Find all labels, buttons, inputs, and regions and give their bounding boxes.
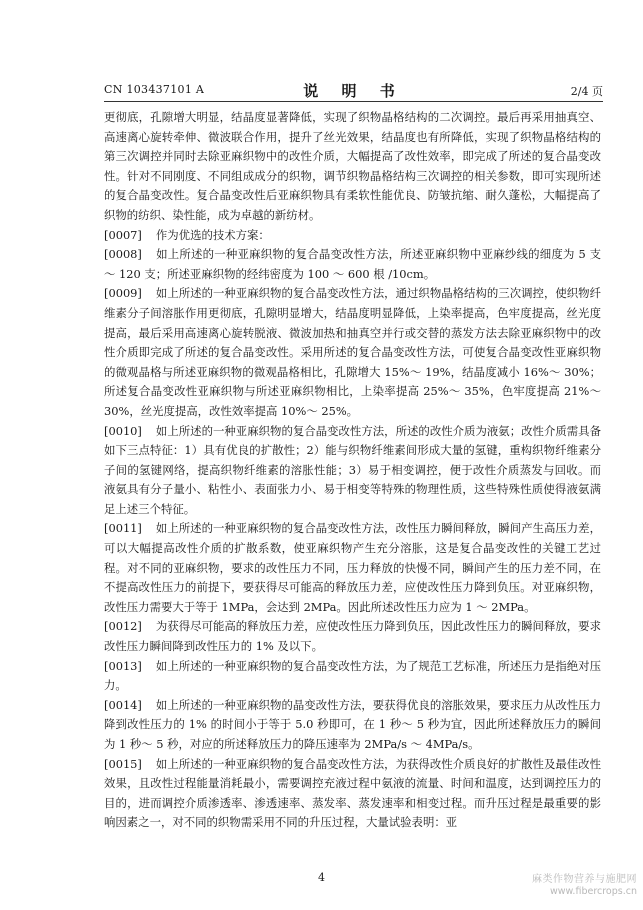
paragraph-number: [0008] bbox=[104, 247, 142, 262]
paragraph-number: [0010] bbox=[104, 423, 142, 438]
paragraph-text: 为获得尽可能高的释放压力差，应使改性压力降到负压，因此改性压力的瞬间释放，要求改性压力瞬间降到改性压力的 1% 及以下。 bbox=[104, 619, 601, 654]
paragraph-0008 bbox=[104, 245, 601, 284]
paragraph-number: [0014] bbox=[104, 697, 142, 712]
document-title: 说 明 书 bbox=[303, 82, 404, 100]
paragraph-0013 bbox=[104, 657, 601, 696]
paragraph-number: [0007] bbox=[104, 227, 142, 242]
paragraph-number: [0015] bbox=[104, 756, 142, 771]
paragraph-text: 如上所述的一种亚麻织物的复合晶变改性方法，所述亚麻织物中亚麻纱线的细度为 5 支～ 120 支；所述亚麻织物的经纬密度为 100 ～ 600 根 /10cm。 bbox=[104, 247, 601, 281]
page-header bbox=[104, 80, 603, 100]
page-number: 4 bbox=[318, 871, 325, 884]
paragraph-0010 bbox=[104, 422, 601, 520]
paragraph-0015 bbox=[104, 755, 601, 833]
paragraph-number: [0011] bbox=[104, 521, 142, 536]
paragraph-continuation bbox=[104, 108, 601, 226]
paragraph-0009 bbox=[104, 284, 601, 421]
paragraph-text: 更彻底，孔隙增大明显，结晶度显著降低，实现了织物晶格结构的二次调控。最后再采用抽真空、高速离心旋转牵伸、微波联合作用，提升了丝光效果，结晶度也有所降低，实现了织物晶格结构的第三次调控并同时去除亚麻织物中的改性介质，大幅提高了改性效率，即完成了所述的复合晶变改性。针对不同刚度、不同组成成分的织物，调节织物晶格结构三次调控的相关参数，即可实现所述的复合晶变改性。复合晶变改性后亚麻织物具有柔软性能优良、防皱抗缩、耐久蓬松，大幅提高了织物的纺织、染性能，成为卓越的新纺材。 bbox=[104, 110, 601, 222]
watermark-url: www.fibercrops.cn bbox=[550, 886, 637, 897]
paragraph-number: [0012] bbox=[104, 619, 142, 634]
paragraph-text: 如上所述的一种亚麻织物的复合晶变改性方法，为了规范工艺标准，所述压力是指绝对压力。 bbox=[104, 658, 601, 693]
paragraph-text: 如上所述的一种亚麻织物的复合晶变改性方法，通过织物晶格结构的三次调控，使织物纤维素分子间溶胀作用更彻底，孔隙明显增大，结晶度明显降低，上染率提高，色牢度提高，丝光度提高，最后采用高速离心旋转脱液、微波加热和抽真空并行或交替的蒸发方法去除亚麻织物中的改性介质即完成了所述的复合晶变改性。采用所述的复合晶变改性方法，可使复合晶变改性亚麻织物的微观晶格与所述亚麻织物的微观晶格相比，孔隙增大 15%～ 19%，结晶度减小 16%～ 30%；所述复合晶变改性亚麻织物与所述亚麻织物相比，上染率提高 25%～ 35%，色牢度提高 21%～ 30%，丝光度提高，改性效率提高 10%～ 25%。 bbox=[104, 286, 601, 418]
paragraph-text: 作为优选的技术方案： bbox=[155, 227, 270, 242]
paragraph-0012 bbox=[104, 617, 601, 656]
patent-number: CN 103437101 A bbox=[104, 83, 205, 96]
header-rule bbox=[104, 101, 603, 102]
paragraph-text: 如上所述的一种亚麻织物的复合晶变改性方法，为获得改性介质良好的扩散性及最佳改性效果，且改性过程能量消耗最小，需要调控充液过程中氨液的流量、时间和温度，达到调控压力的目的，进而调控介质渗透率、渗透速率、蒸发率、蒸发速率和相变过程。而升压过程是最重要的影响因素之一，对不同的织物需采用不同的升压过程，大量试验表明：亚 bbox=[104, 756, 601, 830]
paragraph-number: [0009] bbox=[104, 286, 142, 301]
site-watermark bbox=[532, 874, 637, 898]
paragraph-number: [0013] bbox=[104, 658, 142, 673]
watermark-text: 麻类作物营养与施肥网 bbox=[532, 874, 637, 885]
paragraph-0007 bbox=[104, 226, 601, 246]
paragraph-text: 如上所述的一种亚麻织物的复合晶变改性方法，改性压力瞬间释放，瞬间产生高压力差，可以大幅提高改性介质的扩散系数，使亚麻织物产生充分溶胀，这是复合晶变改性的关键工艺过程。对不同的亚麻织物，要求的改性压力不同，压力释放的快慢不同，瞬间产生的压力差不同，在不提高改性压力的前提下，要获得尽可能高的释放压力差，应使改性压力降到负压。对亚麻织物，改性压力需要大于等于 1MPa，会达到 2MPa。因此所述改性压力应为 1 ～ 2MPa。 bbox=[104, 521, 601, 614]
paragraph-text: 如上所述的一种亚麻织物的复合晶变改性方法，所述的改性介质为液氨；改性介质需具备如下三点特征：1）具有优良的扩散性；2）能与织物纤维素间形成大量的氢键，重构织物纤维素分子间的氢键网络，提高织物纤维素的溶胀性能；3）易于相变调控，便于改性介质蒸发与回收。而液氨具有分子量小、粘性小、表面张力小、易于相变等特殊的物理性质，这些特殊性质使得液氨满足上述三个特征。 bbox=[104, 423, 601, 516]
paragraph-0014 bbox=[104, 696, 601, 755]
document-body bbox=[104, 108, 601, 833]
paragraph-text: 如上所述的一种亚麻织物的晶变改性方法，要获得优良的溶胀效果，要求压力从改性压力降到改性压力的 1% 的时间小于等于 5.0 秒即可，在 1 秒～ 5 秒为宜，因此所述释放压力的瞬间为 1 秒～ 5 秒，对应的所述释放压力的降压速率为 2MPa/s ～ 4MPa/s。 bbox=[104, 697, 601, 751]
page-indicator: 2/4 页 bbox=[570, 85, 603, 98]
paragraph-0011 bbox=[104, 519, 601, 617]
